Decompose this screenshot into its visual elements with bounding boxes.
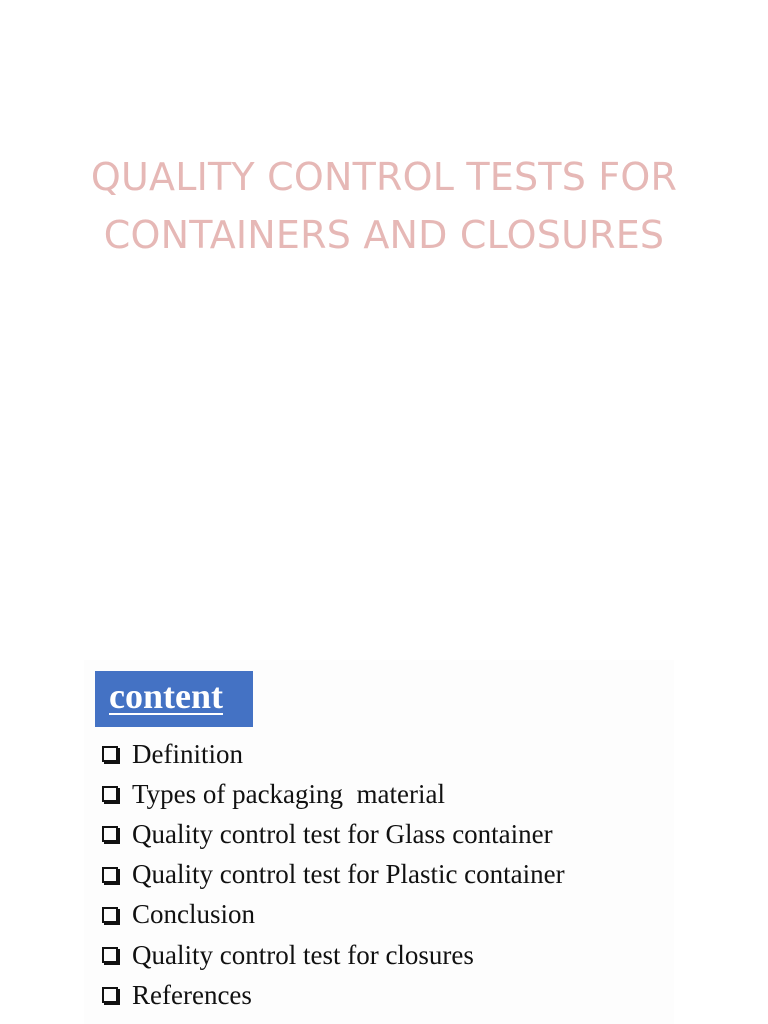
- checkbox-icon: [102, 746, 118, 762]
- checkbox-icon: [102, 947, 118, 963]
- list-item-label: Quality control test for Plastic container: [132, 859, 565, 890]
- checkbox-icon: [102, 826, 118, 842]
- list-item-label: Quality control test for closures: [132, 939, 474, 970]
- list-item: [102, 855, 565, 895]
- content-heading: content: [109, 676, 223, 716]
- list-item: [102, 975, 565, 1015]
- table-of-contents: [102, 734, 565, 1015]
- checkbox-icon: [102, 867, 118, 883]
- list-item-label: Conclusion: [132, 899, 256, 930]
- list-item-label: Quality control test for Glass container: [132, 818, 553, 849]
- list-item: [102, 814, 565, 854]
- checkbox-icon: [102, 786, 118, 802]
- list-item: [102, 774, 565, 814]
- list-item-label: References: [132, 979, 252, 1010]
- list-item: [102, 935, 565, 975]
- content-heading-box: [95, 671, 253, 727]
- list-item-label: Definition: [132, 738, 243, 769]
- slide-title: [40, 148, 728, 264]
- slide-title-line-1: QUALITY CONTROL TESTS FOR: [90, 155, 678, 199]
- slide-title-line-2: CONTAINERS AND CLOSURES: [103, 213, 665, 257]
- checkbox-icon: [102, 907, 118, 923]
- list-item: [102, 895, 565, 935]
- list-item-label: Types of packaging material: [132, 778, 445, 809]
- list-item: [102, 734, 565, 774]
- checkbox-icon: [102, 987, 118, 1003]
